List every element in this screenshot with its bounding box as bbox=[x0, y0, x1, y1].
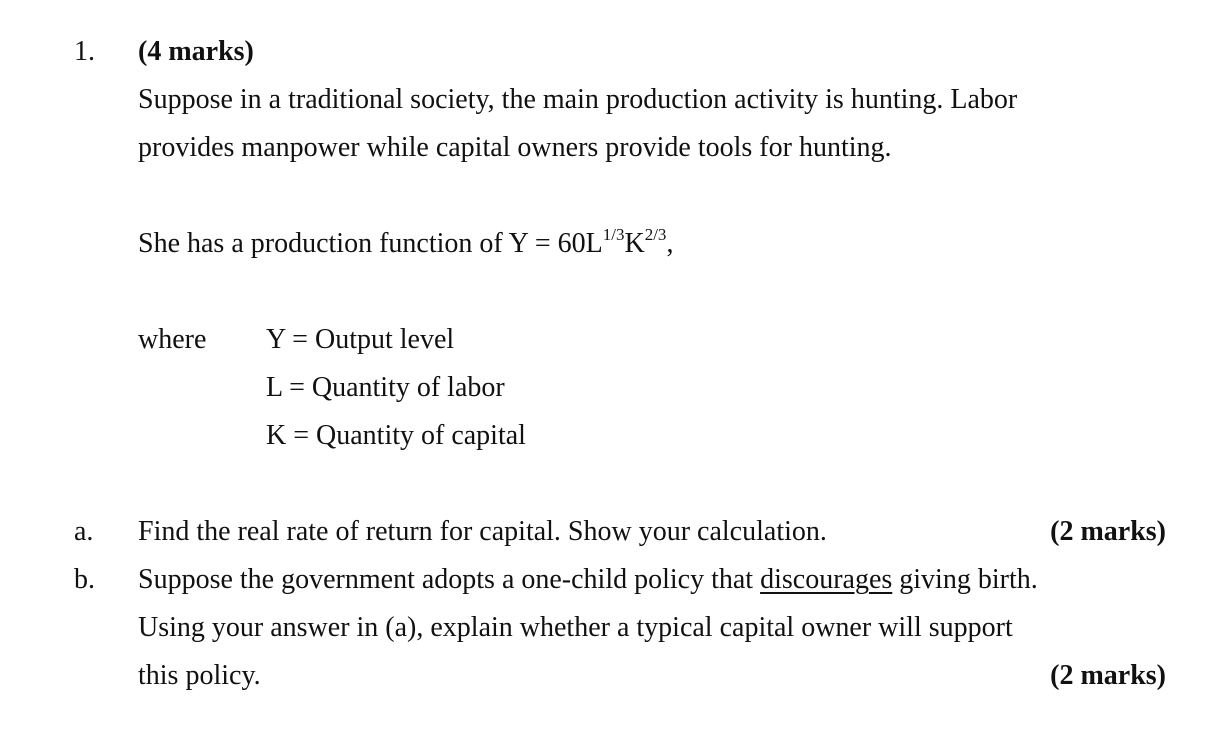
exponent-l: 1/3 bbox=[602, 224, 625, 244]
where-label: where bbox=[138, 324, 207, 355]
question-number: 1. bbox=[74, 36, 95, 67]
part-b-line-1-before: Suppose the government adopts a one-child policy that bbox=[138, 564, 761, 595]
part-b-marks: (2 marks) bbox=[1050, 660, 1166, 691]
production-function bbox=[138, 220, 673, 268]
function-suffix: , bbox=[666, 228, 674, 259]
exponent-k: 2/3 bbox=[644, 224, 667, 244]
part-b-line-1 bbox=[138, 556, 1038, 604]
underlined-word: discourages bbox=[760, 564, 893, 595]
intro-line-2: provides manpower while capital owners provide tools for hunting. bbox=[138, 132, 892, 163]
function-k: K bbox=[624, 228, 645, 259]
function-prefix: She has a production function of Y = 60L bbox=[138, 228, 603, 259]
part-b-letter: b. bbox=[74, 564, 95, 595]
definition-labor: L = Quantity of labor bbox=[266, 372, 505, 403]
question-marks: (4 marks) bbox=[138, 36, 254, 67]
intro-line-1: Suppose in a traditional society, the main production activity is hunting. Labor bbox=[138, 84, 1018, 115]
part-a-letter: a. bbox=[74, 516, 94, 547]
definition-output: Y = Output level bbox=[266, 324, 455, 355]
part-b-line-3: this policy. bbox=[138, 660, 261, 691]
part-a-marks: (2 marks) bbox=[1050, 516, 1166, 547]
definition-capital: K = Quantity of capital bbox=[266, 420, 526, 451]
part-b-line-2: Using your answer in (a), explain whether a typical capital owner will support bbox=[138, 612, 1013, 643]
part-b-line-1-after: giving birth. bbox=[892, 564, 1038, 595]
part-a-text: Find the real rate of return for capital. Show your calculation. bbox=[138, 516, 827, 547]
